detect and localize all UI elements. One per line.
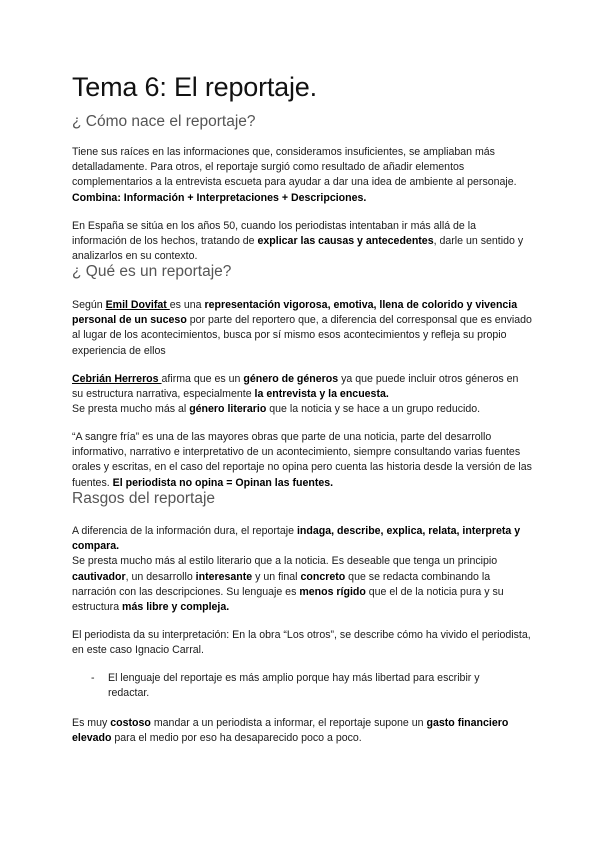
section-heading-origen: ¿ Cómo nace el reportaje? bbox=[72, 113, 256, 130]
paragraph-closing: Es muy costoso mandar a un periodista a informar, el reportaje supone un gasto financiero elevado para el medio por eso ha desaparecido poco a poco. bbox=[72, 717, 509, 745]
paragraph-origen-1: Tiene sus raíces en las informaciones que, consideramos insuficientes, se ampliaban más detalladamente. Para otros, el reportaje surgió como resultado de añadir elementos complementarios a la entrevista escueta para ayudar a dar una idea de ambiente al personaje. Combina: Información + Interpretaciones + Descripciones. bbox=[72, 146, 517, 204]
paragraph-rasgos-1: A diferencia de la información dura, el reportaje indaga, describe, explica, relata, interpreta y compara. Se presta mucho más al estilo literario que a la noticia. Es deseable que tenga un principio cautivador, un desarrollo interesante y un final concreto que se redacta combinando la narración con las descripciones. Su lenguaje es menos rígido que el de la noticia pura y su estructura más libre y compleja. bbox=[72, 525, 521, 614]
bullet-marker: - bbox=[91, 672, 95, 684]
paragraph-cebrian: Cebrián Herreros afirma que es un género de géneros ya que puede incluir otros géneros en su estructura narrativa, especialmente la entrevista y la encuesta. Se presta mucho más al género literario que la noticia y se hace a un grupo reducido. bbox=[72, 373, 519, 416]
section-heading-rasgos: Rasgos del reportaje bbox=[72, 490, 216, 507]
bullet-text: El lenguaje del reportaje es más amplio porque hay más libertad para escribir y redactar. bbox=[108, 672, 480, 700]
section-heading-definicion: ¿ Qué es un reportaje? bbox=[72, 263, 232, 280]
document-title: Tema 6: El reportaje. bbox=[72, 72, 317, 102]
paragraph-origen-2: En España se sitúa en los años 50, cuando los periodistas intentaban ir más allá de la información de los hechos, tratando de explicar las causas y antecedentes, darle un sentido y analizarlos en su contexto. bbox=[72, 220, 524, 263]
paragraph-a-sangre-fria: “A sangre fría” es una de las mayores obras que parte de una noticia, parte del desarrollo informativo, narrativo e interpretativo de un acontecimiento, siempre consultando varias fuentes orales y escritas, en el caso del reportaje no opina pero cuenta las historia desde la versión de las fuentes. El periodista no opina = Opinan las fuentes. bbox=[72, 431, 532, 489]
paragraph-dovifat: Según Emil Dovifat es una representación vigorosa, emotiva, llena de colorido y vivencia personal de un suceso por parte del reportero que, a diferencia del corresponsal que es enviado al lugar de los acontecimientos, busca por sí mismo esos acontecimientos y refleja su propio experiencia de ellos bbox=[72, 299, 532, 357]
bullet-item bbox=[91, 671, 511, 701]
paragraph-rasgos-2: El periodista da su interpretación: En la obra “Los otros”, se describe cómo ha vivido el periodista, en este caso Ignacio Carral. bbox=[72, 629, 531, 657]
